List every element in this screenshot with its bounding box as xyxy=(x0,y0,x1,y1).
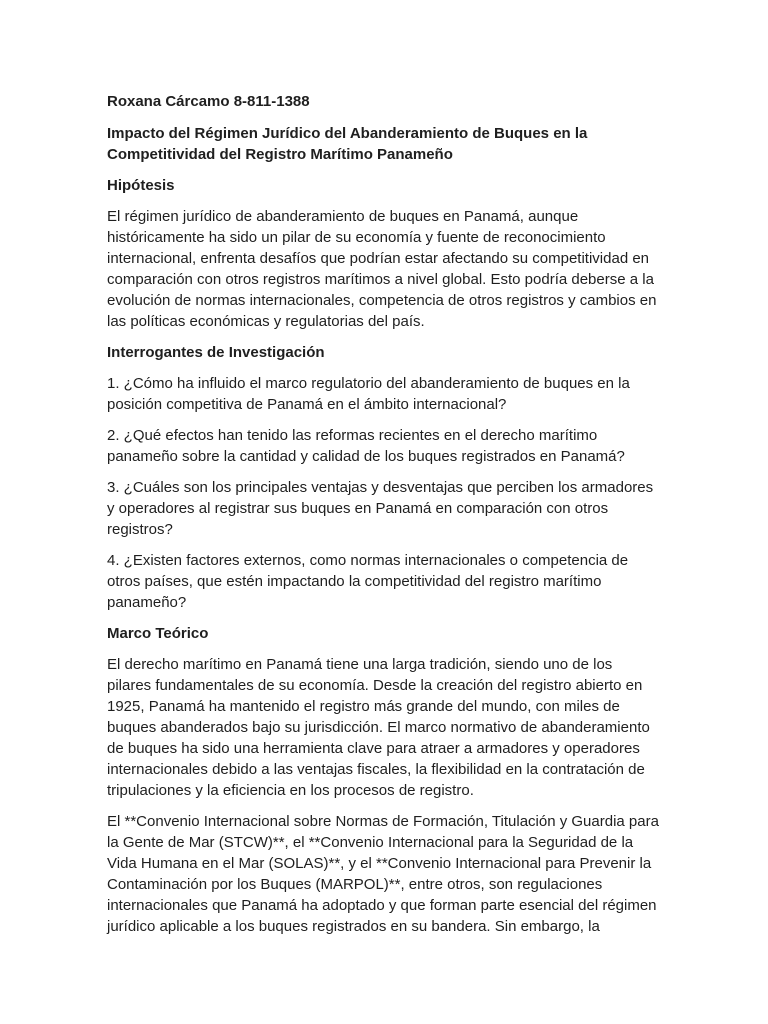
paragraph-line: Contaminación por los Buques (MARPOL)**, entre otros, son regulaciones xyxy=(107,876,603,893)
document-title xyxy=(107,123,667,165)
paragraph-line: 1925, Panamá ha mantenido el registro más grande del mundo, con miles de xyxy=(107,698,620,715)
paragraph-line: registros? xyxy=(107,521,173,538)
paragraph-line: El régimen jurídico de abanderamiento de buques en Panamá, aunque xyxy=(107,208,579,225)
title-line: Competitividad del Registro Marítimo Panameño xyxy=(107,146,453,163)
title-line: Impacto del Régimen Jurídico del Abanderamiento de Buques en la xyxy=(107,125,588,142)
question-item xyxy=(107,550,667,613)
paragraph-line: comparación con otros registros marítimos a nivel global. Esto podría deberse a la xyxy=(107,271,654,288)
paragraph-line: El **Convenio Internacional sobre Normas de Formación, Titulación y Guardia para xyxy=(107,813,659,830)
paragraph-line: y operadores al registrar sus buques en Panamá en comparación con otros xyxy=(107,500,609,517)
paragraph-line: 4. ¿Existen factores externos, como normas internacionales o competencia de xyxy=(107,552,629,569)
framework-paragraph xyxy=(107,811,667,937)
paragraph-line: panameño sobre la cantidad y calidad de los buques registrados en Panamá? xyxy=(107,448,625,465)
hypothesis-heading: Hipótesis xyxy=(107,177,175,194)
author-line: Roxana Cárcamo 8-811-1388 xyxy=(107,93,310,110)
framework-paragraph xyxy=(107,654,667,801)
question-item xyxy=(107,477,667,540)
paragraph-line: jurídico aplicable a los buques registrados en su bandera. Sin embargo, la xyxy=(107,918,600,935)
question-item xyxy=(107,373,667,415)
hypothesis-paragraph xyxy=(107,206,667,332)
paragraph-line: las políticas económicas y regulatorias del país. xyxy=(107,313,425,330)
paragraph-line: 3. ¿Cuáles son los principales ventajas y desventajas que perciben los armadores xyxy=(107,479,654,496)
paragraph-line: otros países, que estén impactando la competitividad del registro marítimo xyxy=(107,573,602,590)
paragraph-line: 1. ¿Cómo ha influido el marco regulatorio del abanderamiento de buques en la xyxy=(107,375,630,392)
paragraph-line: internacional, enfrenta desafíos que podrían estar afectando su competitividad en xyxy=(107,250,650,267)
paragraph-line: panameño? xyxy=(107,594,187,611)
document-page xyxy=(107,91,667,947)
paragraph-line: evolución de normas internacionales, competencia de otros registros y cambios en xyxy=(107,292,657,309)
paragraph-line: internacionales que Panamá ha adoptado y que forman parte esencial del régimen xyxy=(107,897,657,914)
paragraph-line: Vida Humana en el Mar (SOLAS)**, y el **Convenio Internacional para Prevenir la xyxy=(107,855,652,872)
paragraph-line: históricamente ha sido un pilar de su economía y fuente de reconocimiento xyxy=(107,229,606,246)
paragraph-line: 2. ¿Qué efectos han tenido las reformas recientes en el derecho marítimo xyxy=(107,427,598,444)
paragraph-line: buques abanderados bajo su jurisdicción. El marco normativo de abanderamiento xyxy=(107,719,650,736)
paragraph-line: tripulaciones y la eficiencia en los procesos de registro. xyxy=(107,782,474,799)
paragraph-line: El derecho marítimo en Panamá tiene una larga tradición, siendo uno de los xyxy=(107,656,613,673)
framework-heading: Marco Teórico xyxy=(107,625,209,642)
questions-heading: Interrogantes de Investigación xyxy=(107,344,325,361)
paragraph-line: internacionales debido a las ventajas fiscales, la flexibilidad en la contratación de xyxy=(107,761,645,778)
paragraph-line: la Gente de Mar (STCW)**, el **Convenio Internacional para la Seguridad de la xyxy=(107,834,634,851)
paragraph-line: de buques ha sido una herramienta clave para atraer a armadores y operadores xyxy=(107,740,640,757)
paragraph-line: pilares fundamentales de su economía. Desde la creación del registro abierto en xyxy=(107,677,643,694)
paragraph-line: posición competitiva de Panamá en el ámbito internacional? xyxy=(107,396,507,413)
question-item xyxy=(107,425,667,467)
